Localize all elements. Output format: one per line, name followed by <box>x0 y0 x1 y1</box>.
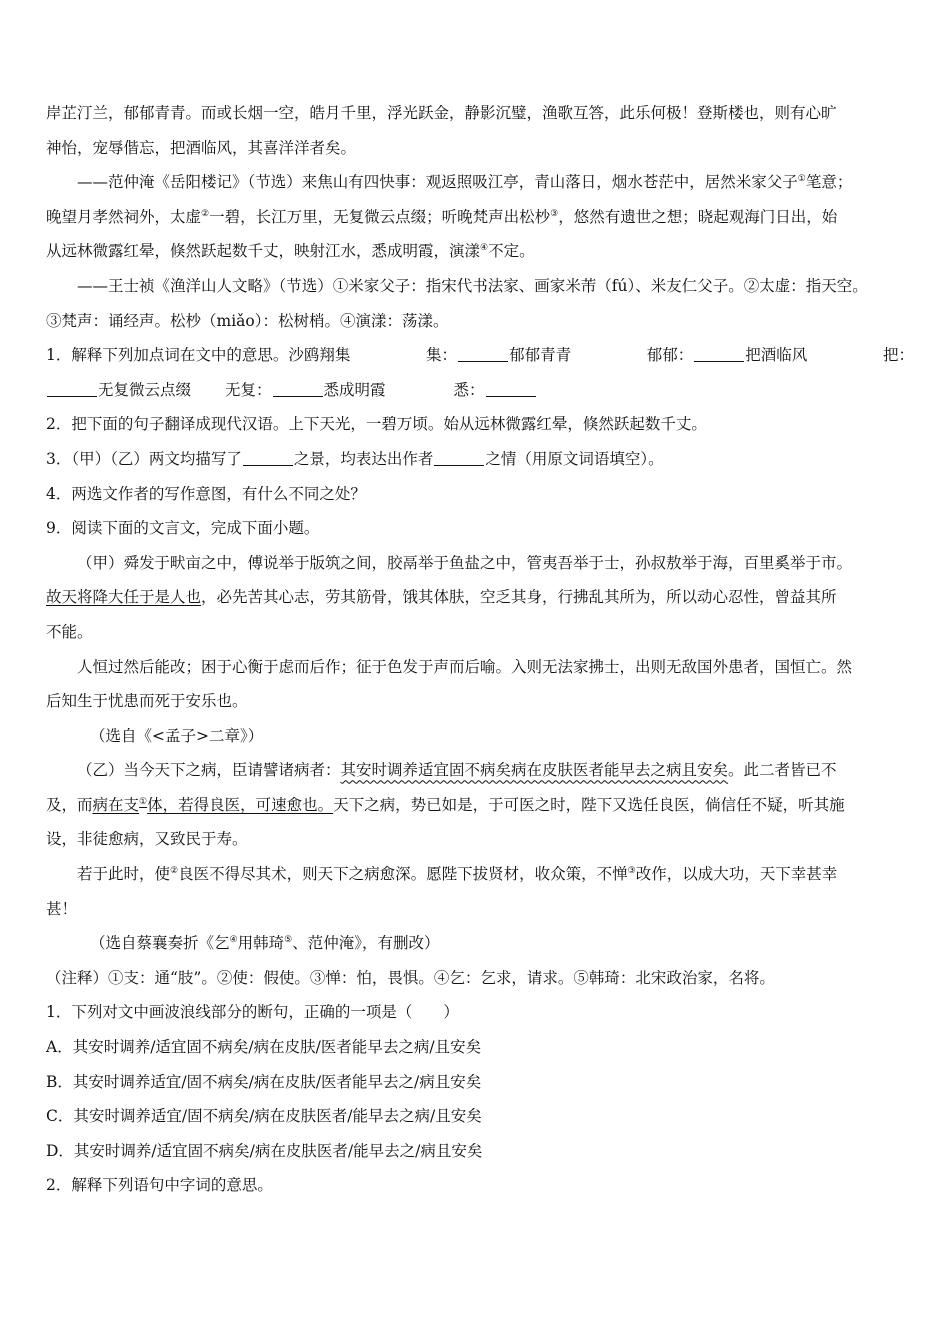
text: （甲）舜发于畎亩之中，傅说举于版筑之间，胶鬲举于鱼盐之中，管夷吾举于士，孙叔敖举于海，百里奚举于市。 <box>77 553 853 572</box>
question-text: 1．解释下列加点词在文中的意思。沙鸥翔集 <box>46 346 351 365</box>
underlined-sentence: 病在支 <box>92 795 140 814</box>
source-note-line <box>46 304 914 339</box>
question-9 <box>46 511 914 546</box>
text: 良医不得尽其术，则天下之病愈深。愿陛下拔贤材，收众策，不惮 <box>178 865 628 884</box>
text: （注释）①支：通“肢”。②使：假使。③惮：怕，畏惧。④乞：乞求，请求。⑤韩琦：北宋政治家，名将。 <box>46 968 775 987</box>
text: 不能。 <box>46 622 93 641</box>
mencius-passage-line <box>46 580 914 615</box>
question-text: 1．下列对文中画波浪线部分的断句，正确的一项是（ ） <box>46 1003 459 1022</box>
text: 。此二者皆已不 <box>728 761 837 780</box>
question-text: 之景，均表达出作者 <box>293 449 434 468</box>
mencius-passage-line <box>46 615 914 650</box>
passage-yi-line <box>46 200 914 235</box>
caixiang-passage-line <box>46 788 914 823</box>
option-text: B．其安时调养适宜/固不病矣/病在皮肤/医者能早去之/病且安矣 <box>46 1072 482 1091</box>
option-b[interactable] <box>46 1065 914 1100</box>
text: 不定。 <box>488 242 535 261</box>
footnote-mark: ④ <box>229 935 238 946</box>
answer-blank[interactable] <box>273 380 323 397</box>
source-note-line <box>46 269 914 304</box>
annotation-notes <box>46 961 914 996</box>
text: 笔意； <box>805 173 853 192</box>
question-1-row <box>46 338 914 373</box>
mc-question-1 <box>46 995 914 1030</box>
text: （乙）当今天下之病，臣请譬诸病者： <box>77 761 341 780</box>
answer-blank[interactable] <box>243 449 293 466</box>
question-2 <box>46 407 914 442</box>
question-text: 把： <box>882 346 914 365</box>
text: 后知生于忧患而死于安乐也。 <box>46 692 248 711</box>
option-text: A．其安时调养/适宜固不病矣/病在皮肤/医者能早去之病/且安矣 <box>46 1038 482 1057</box>
text: ——王士祯《渔洋山人文略》（节选）①米家父子：指宋代书法家、画家米芾（fú）、米友仁父子。②太虚：指天空。 <box>77 276 868 295</box>
answer-blank[interactable] <box>434 449 484 466</box>
text: 岸芷汀兰，郁郁青青。而或长烟一空，皓月千里，浮光跃金，静影沉璧，渔歌互答，此乐何极！登斯楼也，则有心旷 <box>46 104 837 122</box>
text: 及，而 <box>46 795 93 814</box>
question-1-row <box>46 373 914 408</box>
footnote-mark: ③ <box>550 208 559 219</box>
question-2-explain <box>46 1168 914 1203</box>
footnote-mark: ② <box>201 208 210 219</box>
footnote-mark: ② <box>170 866 179 877</box>
option-text: D．其安时调养/适宜固不病矣/病在皮肤医者/能早去之/病且安矣 <box>46 1141 483 1160</box>
caixiang-passage-line <box>46 822 914 857</box>
question-text: 之情（用原文词语填空）。 <box>485 449 664 468</box>
footnote-mark: ③ <box>627 866 636 877</box>
text: 天下之病，势已如是，于可医之时，陛下又选任良医，倘信任不疑，听其施 <box>333 795 845 814</box>
question-text: 无复： <box>225 380 272 399</box>
question-text: 无复微云点缀 <box>98 380 192 399</box>
question-text: 2．解释下列语句中字词的意思。 <box>46 1176 273 1195</box>
footnote-mark: ④ <box>480 243 489 254</box>
document-page <box>46 96 914 1203</box>
footnote-mark: ① <box>139 796 148 807</box>
text: （选自《<孟子>二章》） <box>90 726 264 745</box>
question-text: 郁郁青青 <box>509 346 572 365</box>
passage-yi-line <box>46 234 914 269</box>
option-d[interactable] <box>46 1134 914 1169</box>
text: ，悠然有遗世之想；晓起观海门日出，始 <box>558 207 838 226</box>
caixiang-passage-line <box>46 857 914 892</box>
text: 一碧，长江万里，无复微云点缀；听晚梵声出松杪 <box>209 207 551 226</box>
caixiang-passage-line <box>46 753 914 788</box>
answer-blank[interactable] <box>486 380 536 397</box>
passage-jia-line <box>46 96 914 131</box>
footnote-mark: ⑤ <box>284 935 293 946</box>
question-3 <box>46 442 914 477</box>
text: （选自蔡襄奏折《乞 <box>90 934 230 953</box>
text: 甚！ <box>46 899 78 918</box>
question-text: 集： <box>426 346 458 365</box>
underlined-sentence: 体，若得良医，可速愈也。 <box>147 795 334 814</box>
mencius-passage-line <box>46 684 914 719</box>
option-text: C．其安时调养适宜/固不病矣/病在皮肤医者/能早去之病/且安矣 <box>46 1107 482 1126</box>
text: ——范仲淹《岳阳楼记》（节选）来焦山有四快事：观返照吸江亭，青山落日，烟水苍茫中，居然米家父子 <box>77 173 798 192</box>
question-text: 9．阅读下面的文言文，完成下面小题。 <box>46 519 320 538</box>
wavy-underlined-sentence: 其安时调养适宜固不病矣病在皮肤医者能早去之病且安矣 <box>340 761 729 780</box>
text: 设，非徒愈病，又致民于寿。 <box>46 830 248 849</box>
footnote-mark: ① <box>797 174 806 185</box>
text: 、范仲淹》，有删改） <box>292 934 440 953</box>
question-text: 4．两选文作者的写作意图，有什么不同之处？ <box>46 484 366 503</box>
answer-blank[interactable] <box>47 380 97 397</box>
text: ，必先苦其心志，劳其筋骨，饿其体肤，空乏其身，行拂乱其所为，所以动心忍性，曾益其所 <box>201 588 837 607</box>
passage-jia-line <box>46 131 914 166</box>
question-text: 郁郁： <box>646 346 694 365</box>
source-line <box>46 165 914 200</box>
text: 用韩琦 <box>237 934 285 953</box>
question-text: 把酒临风 <box>745 346 808 365</box>
text: 改作，以成大功，天下幸甚幸 <box>635 865 838 884</box>
question-text: 2．把下面的句子翻译成现代汉语。上下天光，一碧万顷。始从远林微露红晕，倏然跃起数千丈。 <box>46 415 707 434</box>
question-text: 悉： <box>453 380 485 399</box>
text: ③梵声：诵经声。松杪（miǎo）：松树梢。④演漾：荡漾。 <box>46 311 449 330</box>
question-4 <box>46 477 914 512</box>
text: 人恒过然后能改；困于心衡于虑而后作；征于色发于声而后喻。入则无法家拂士，出则无敌国外患者，国恒亡。然 <box>77 657 853 676</box>
mencius-passage-line <box>46 546 914 581</box>
text: 神怡，宠辱偕忘，把酒临风，其喜洋洋者矣。 <box>46 138 357 157</box>
text: 从远林微露红晕，倏然跃起数千丈，映射江水，悉成明霞，演漾 <box>46 242 481 261</box>
question-text: 悉成明霞 <box>323 380 386 399</box>
option-c[interactable] <box>46 1099 914 1134</box>
option-a[interactable] <box>46 1030 914 1065</box>
answer-blank[interactable] <box>694 345 744 362</box>
answer-blank[interactable] <box>458 345 508 362</box>
mencius-passage-line <box>46 650 914 685</box>
text: 若于此时，使 <box>77 865 171 884</box>
source-citation <box>46 926 914 961</box>
source-citation <box>46 719 914 754</box>
text: 晚望月孝然祠外，太虚 <box>46 207 202 226</box>
question-text: 3．（甲）（乙）两文均描写了 <box>46 449 242 468</box>
underlined-sentence: 故天将降大任于是人也 <box>46 588 202 607</box>
caixiang-passage-line <box>46 892 914 927</box>
